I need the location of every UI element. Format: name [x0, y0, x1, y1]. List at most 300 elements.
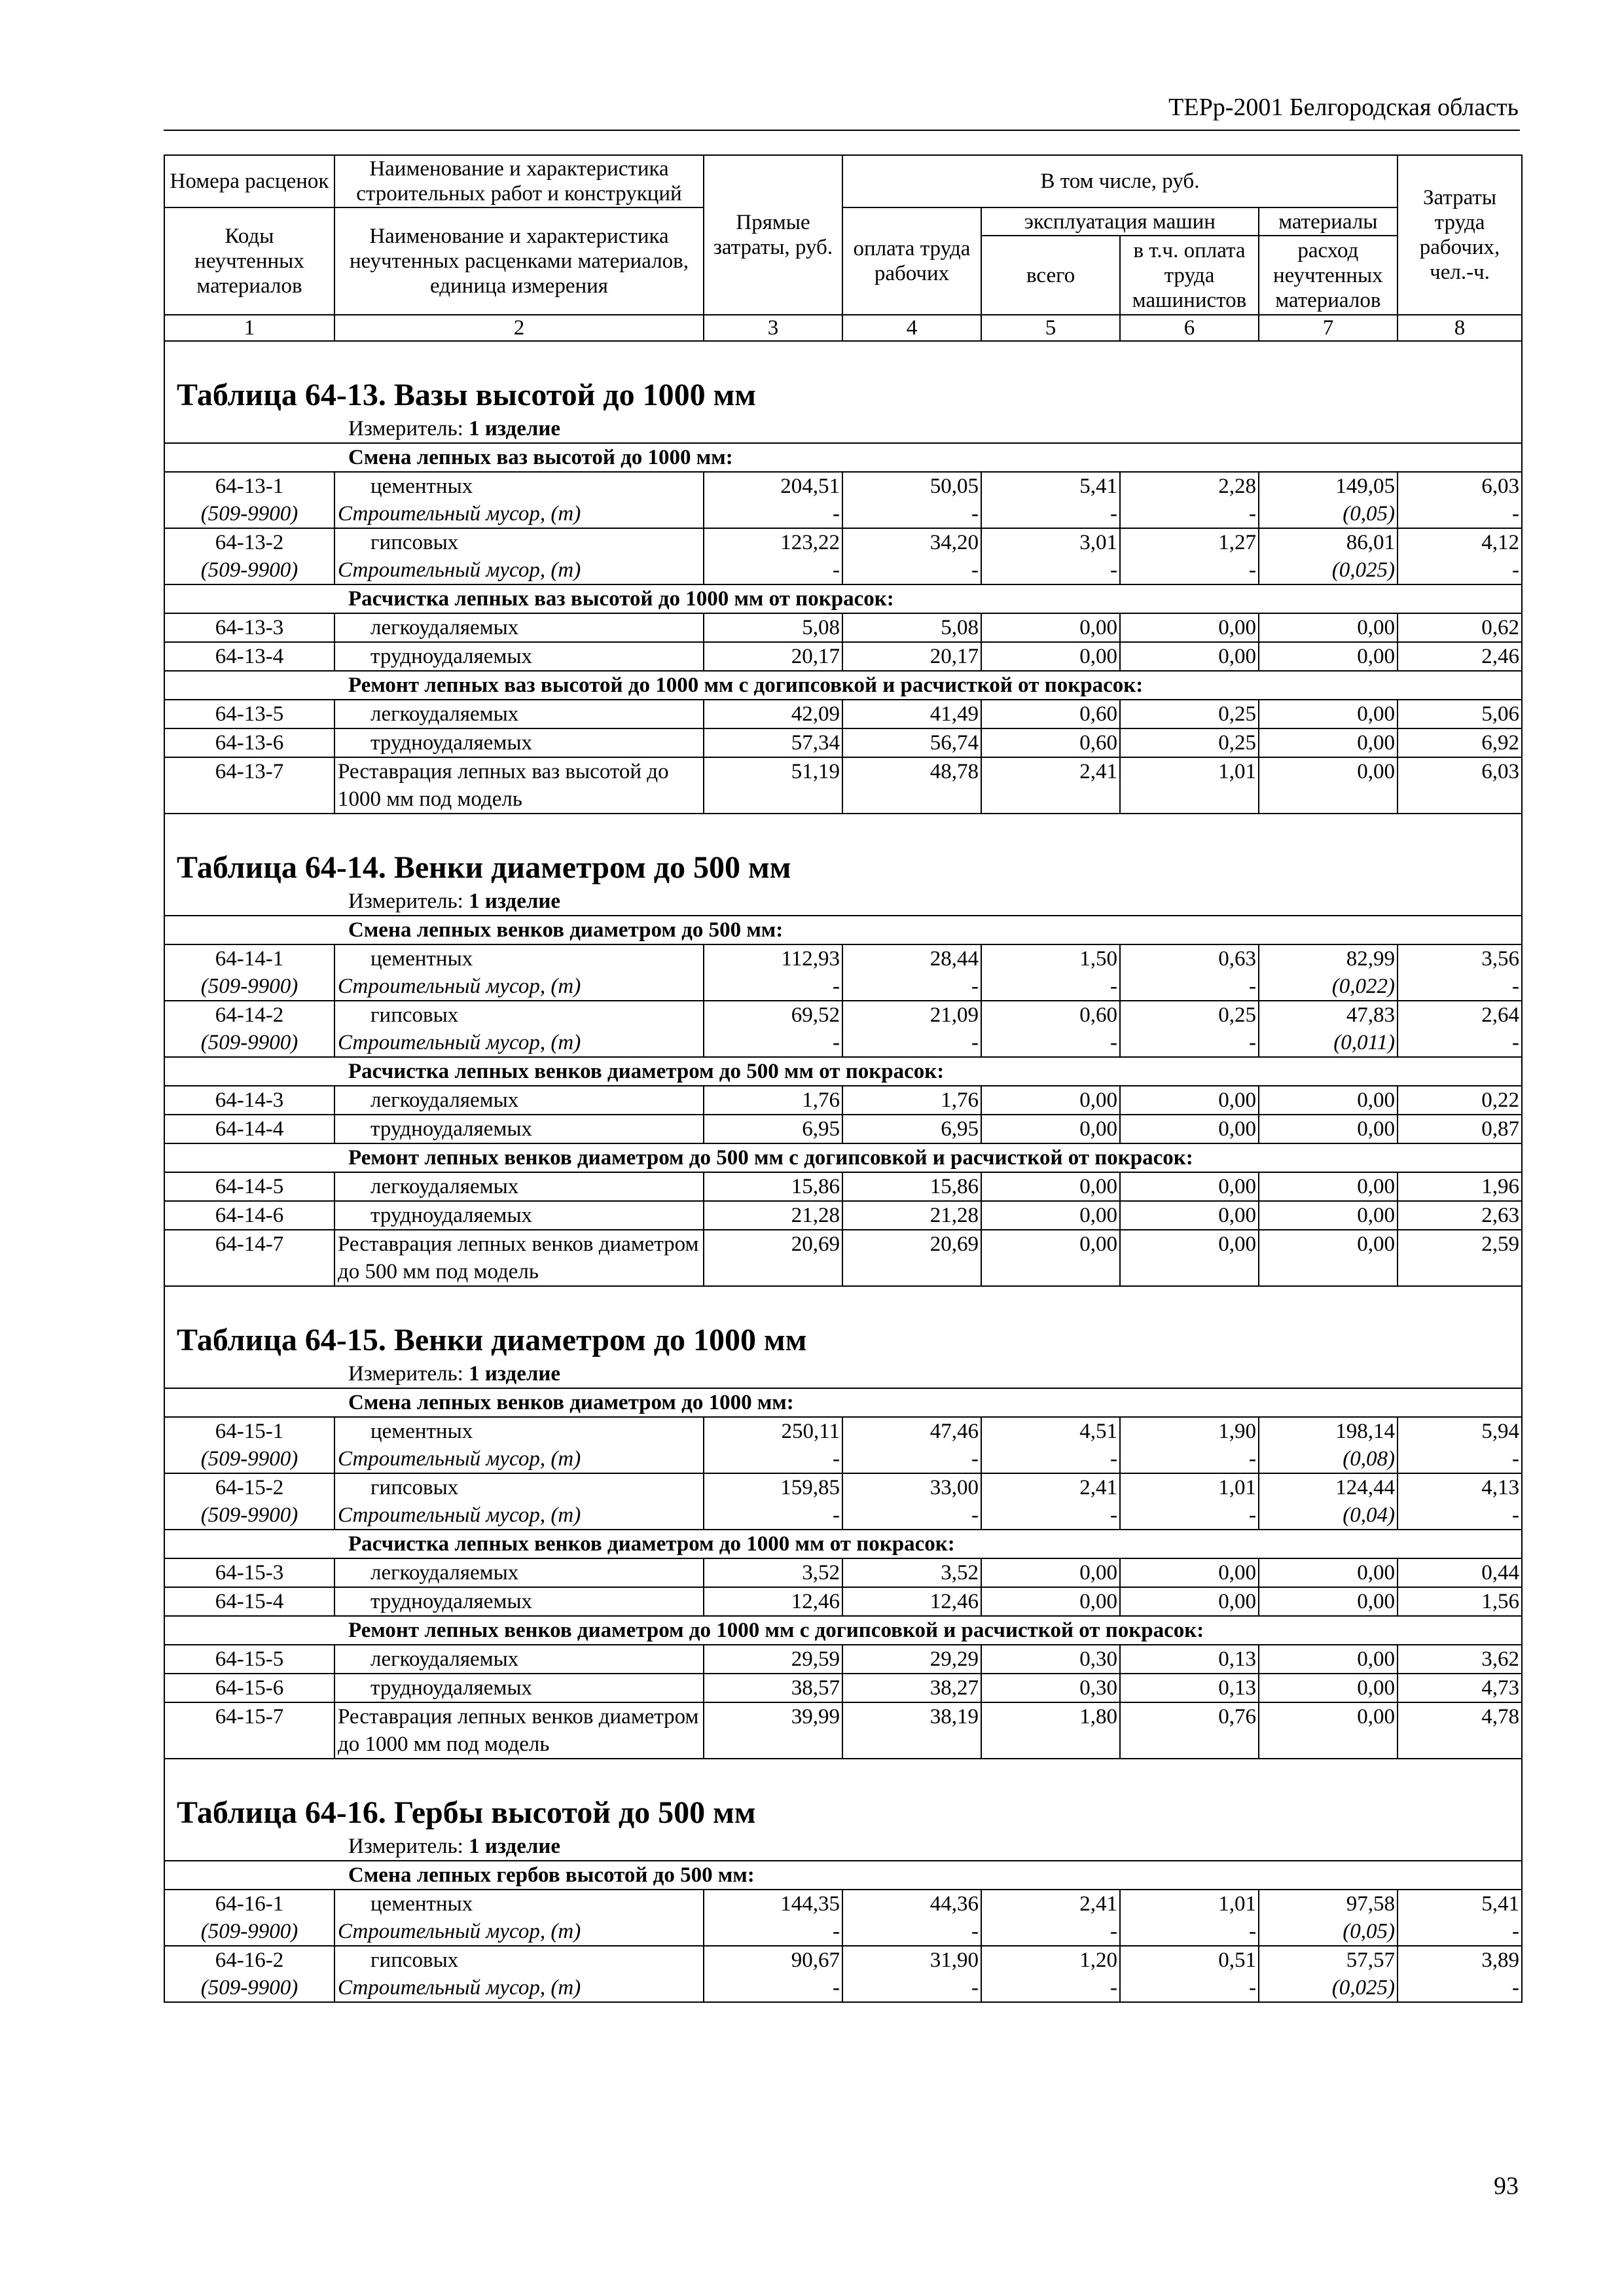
labor-costs: 1,96 — [1398, 1172, 1522, 1201]
rates-table — [164, 154, 1523, 2002]
material-labor-costs: - — [1398, 1918, 1522, 1946]
rate-code: 64-16-2 — [164, 1946, 334, 1974]
table-title-row — [164, 341, 1522, 415]
material-direct-costs: - — [704, 1029, 842, 1057]
group-row — [164, 1388, 1522, 1417]
table-row — [164, 1001, 1522, 1029]
materials-value: 0,00 — [1259, 613, 1398, 642]
material-workers-pay: - — [842, 1918, 981, 1946]
materials-value: 0,00 — [1259, 642, 1398, 671]
materials-value: 0,00 — [1259, 700, 1398, 728]
machinists-pay: 0,51 — [1120, 1946, 1259, 1974]
direct-costs: 1,76 — [704, 1086, 842, 1115]
labor-costs: 6,92 — [1398, 728, 1522, 757]
direct-costs: 21,28 — [704, 1201, 842, 1230]
table-title-row — [164, 1286, 1522, 1360]
machinists-pay: 0,13 — [1120, 1674, 1259, 1702]
table-row — [164, 1172, 1522, 1201]
rate-code: 64-15-1 — [164, 1417, 334, 1445]
workers-pay: 29,29 — [842, 1645, 981, 1674]
workers-pay: 15,86 — [842, 1172, 981, 1201]
machinists-pay: 2,28 — [1120, 472, 1259, 500]
direct-costs: 6,95 — [704, 1115, 842, 1143]
rate-code: 64-15-4 — [164, 1587, 334, 1616]
direct-costs: 20,69 — [704, 1230, 842, 1286]
table-title: Таблица 64-13. Вазы высотой до 1000 мм — [177, 378, 756, 412]
measure-label: Измеритель: — [348, 1362, 463, 1386]
group-row — [164, 916, 1522, 944]
measure-label: Измеритель: — [348, 889, 463, 913]
rate-code: 64-15-6 — [164, 1674, 334, 1702]
machinists-pay: 0,25 — [1120, 1001, 1259, 1029]
machinists-pay: 1,01 — [1120, 757, 1259, 814]
workers-pay: 50,05 — [842, 472, 981, 500]
col-header-labor-costs: Затраты труда рабочих, чел.-ч. — [1398, 155, 1522, 315]
machines-total: 0,00 — [981, 1587, 1120, 1616]
material-code: (509-9900) — [164, 556, 334, 584]
col-header-including: В том числе, руб. — [842, 155, 1398, 207]
rate-name: гипсовых — [334, 528, 704, 556]
machinists-pay: 0,25 — [1120, 700, 1259, 728]
machinists-pay: 0,76 — [1120, 1702, 1259, 1759]
machinists-pay: 0,00 — [1120, 1558, 1259, 1587]
measure-value: 1 изделие — [469, 1362, 561, 1386]
table-row — [164, 1645, 1522, 1674]
direct-costs: 123,22 — [704, 528, 842, 556]
material-machines-total: - — [981, 973, 1120, 1001]
table-title-row — [164, 1759, 1522, 1833]
labor-costs: 2,63 — [1398, 1201, 1522, 1230]
group-title: Ремонт лепных венков диаметром до 500 мм с догипсовкой и расчисткой от покрасок: — [164, 1143, 1522, 1172]
labor-costs: 0,62 — [1398, 613, 1522, 642]
labor-costs: 2,59 — [1398, 1230, 1522, 1286]
table-title-row — [164, 814, 1522, 888]
rate-code: 64-14-2 — [164, 1001, 334, 1029]
rate-name: легкоудаляемых — [334, 700, 704, 728]
labor-costs: 4,12 — [1398, 528, 1522, 556]
material-row — [164, 1029, 1522, 1057]
labor-costs: 6,03 — [1398, 472, 1522, 500]
machinists-pay: 0,00 — [1120, 1201, 1259, 1230]
material-direct-costs: - — [704, 1918, 842, 1946]
col-header-machines-total: всего — [982, 236, 1120, 314]
measure-cell — [164, 888, 1522, 916]
material-labor-costs: - — [1398, 500, 1522, 528]
labor-costs: 5,41 — [1398, 1890, 1522, 1918]
material-code: (509-9900) — [164, 1501, 334, 1530]
material-materials-value: (0,022) — [1259, 973, 1398, 1001]
direct-costs: 90,67 — [704, 1946, 842, 1974]
workers-pay: 38,19 — [842, 1702, 981, 1759]
direct-costs: 112,93 — [704, 944, 842, 973]
table-row — [164, 1086, 1522, 1115]
machines-total: 4,51 — [981, 1417, 1120, 1445]
labor-costs: 5,94 — [1398, 1417, 1522, 1445]
table-row — [164, 700, 1522, 728]
labor-costs: 0,87 — [1398, 1115, 1522, 1143]
labor-costs: 0,44 — [1398, 1558, 1522, 1587]
rate-name: Реставрация лепных ваз высотой до 1000 мм под модель — [334, 757, 704, 814]
material-workers-pay: - — [842, 973, 981, 1001]
rate-name: легкоудаляемых — [334, 1086, 704, 1115]
material-materials-value: (0,05) — [1259, 500, 1398, 528]
labor-costs: 6,03 — [1398, 757, 1522, 814]
material-row — [164, 1918, 1522, 1946]
group-title: Расчистка лепных венков диаметром до 1000 мм от покрасок: — [164, 1530, 1522, 1558]
col-number: 5 — [981, 315, 1120, 341]
material-machines-total: - — [981, 1029, 1120, 1057]
rate-name: легкоудаляемых — [334, 1645, 704, 1674]
materials-value: 82,99 — [1259, 944, 1398, 973]
measure-value: 1 изделие — [469, 417, 561, 440]
materials-value: 149,05 — [1259, 472, 1398, 500]
rate-name: гипсовых — [334, 1946, 704, 1974]
materials-value: 124,44 — [1259, 1473, 1398, 1501]
rate-name: цементных — [334, 1417, 704, 1445]
material-materials-value: (0,08) — [1259, 1445, 1398, 1473]
labor-costs: 3,62 — [1398, 1645, 1522, 1674]
machinists-pay: 1,01 — [1120, 1473, 1259, 1501]
material-labor-costs: - — [1398, 1445, 1522, 1473]
table-row — [164, 1702, 1522, 1759]
material-labor-costs: - — [1398, 973, 1522, 1001]
material-direct-costs: - — [704, 1501, 842, 1530]
material-direct-costs: - — [704, 500, 842, 528]
workers-pay: 47,46 — [842, 1417, 981, 1445]
group-row — [164, 584, 1522, 613]
rate-code: 64-14-7 — [164, 1230, 334, 1286]
workers-pay: 31,90 — [842, 1946, 981, 1974]
material-machinists-pay: - — [1120, 500, 1259, 528]
material-materials-value: (0,05) — [1259, 1918, 1398, 1946]
material-materials-value: (0,025) — [1259, 1974, 1398, 2002]
direct-costs: 144,35 — [704, 1890, 842, 1918]
col-number: 8 — [1398, 315, 1522, 341]
material-labor-costs: - — [1398, 1501, 1522, 1530]
rate-name: трудноудаляемых — [334, 642, 704, 671]
table-title-cell — [164, 1286, 1522, 1360]
rate-name: трудноудаляемых — [334, 1201, 704, 1230]
direct-costs: 20,17 — [704, 642, 842, 671]
material-machines-total: - — [981, 1974, 1120, 2002]
material-machinists-pay: - — [1120, 1918, 1259, 1946]
table-row — [164, 472, 1522, 500]
material-machines-total: - — [981, 556, 1120, 584]
material-name: Строительный мусор, (т) — [334, 973, 704, 1001]
materials-value: 0,00 — [1259, 1645, 1398, 1674]
materials-value: 0,00 — [1259, 757, 1398, 814]
col-header-work-name: Наименование и характеристика строительных работ и конструкций — [334, 155, 704, 207]
material-machines-total: - — [981, 1918, 1120, 1946]
group-title: Ремонт лепных ваз высотой до 1000 мм с догипсовкой и расчисткой от покрасок: — [164, 671, 1522, 700]
table-row — [164, 728, 1522, 757]
material-name: Строительный мусор, (т) — [334, 1974, 704, 2002]
material-name: Строительный мусор, (т) — [334, 500, 704, 528]
workers-pay: 48,78 — [842, 757, 981, 814]
workers-pay: 28,44 — [842, 944, 981, 973]
rate-name: гипсовых — [334, 1473, 704, 1501]
direct-costs: 39,99 — [704, 1702, 842, 1759]
material-name: Строительный мусор, (т) — [334, 1501, 704, 1530]
rate-code: 64-13-1 — [164, 472, 334, 500]
material-labor-costs: - — [1398, 556, 1522, 584]
table-title: Таблица 64-14. Венки диаметром до 500 мм — [177, 850, 791, 885]
table-row — [164, 944, 1522, 973]
rate-name: трудноудаляемых — [334, 1587, 704, 1616]
machines-total: 0,00 — [981, 1115, 1120, 1143]
direct-costs: 42,09 — [704, 700, 842, 728]
group-title: Расчистка лепных ваз высотой до 1000 мм от покрасок: — [164, 584, 1522, 613]
workers-pay: 34,20 — [842, 528, 981, 556]
material-code: (509-9900) — [164, 1974, 334, 2002]
group-row — [164, 671, 1522, 700]
group-row — [164, 1057, 1522, 1086]
measure-cell — [164, 1833, 1522, 1861]
machinists-pay: 0,00 — [1120, 613, 1259, 642]
labor-costs: 2,46 — [1398, 642, 1522, 671]
rate-code: 64-13-6 — [164, 728, 334, 757]
labor-costs: 3,56 — [1398, 944, 1522, 973]
col-header-machinists-pay: в т.ч. оплата труда машинистов — [1120, 236, 1258, 314]
rate-name: трудноудаляемых — [334, 1674, 704, 1702]
rate-name: цементных — [334, 1890, 704, 1918]
direct-costs: 3,52 — [704, 1558, 842, 1587]
table-title: Таблица 64-15. Венки диаметром до 1000 мм — [177, 1323, 807, 1357]
machinists-pay: 0,00 — [1120, 1587, 1259, 1616]
col-number: 3 — [704, 315, 842, 341]
machines-total: 2,41 — [981, 757, 1120, 814]
material-machines-total: - — [981, 1445, 1120, 1473]
rate-code: 64-13-7 — [164, 757, 334, 814]
machinists-pay: 0,00 — [1120, 642, 1259, 671]
rate-name: Реставрация лепных венков диаметром до 1000 мм под модель — [334, 1702, 704, 1759]
rate-code: 64-16-1 — [164, 1890, 334, 1918]
materials-value: 0,00 — [1259, 1230, 1398, 1286]
direct-costs: 159,85 — [704, 1473, 842, 1501]
measure-label: Измеритель: — [348, 1835, 463, 1858]
machines-total: 5,41 — [981, 472, 1120, 500]
material-labor-costs: - — [1398, 1974, 1522, 2002]
col-header-rate-numbers: Номера расценок — [164, 155, 334, 207]
page-number: 93 — [1494, 2172, 1519, 2200]
rate-name: трудноудаляемых — [334, 728, 704, 757]
materials-value: 97,58 — [1259, 1890, 1398, 1918]
col-header-material-codes: Коды неучтенных материалов — [164, 207, 334, 315]
direct-costs: 5,08 — [704, 613, 842, 642]
machinists-pay: 1,90 — [1120, 1417, 1259, 1445]
workers-pay: 5,08 — [842, 613, 981, 642]
rate-code: 64-14-4 — [164, 1115, 334, 1143]
materials-value: 0,00 — [1259, 728, 1398, 757]
material-code: (509-9900) — [164, 1029, 334, 1057]
table-title: Таблица 64-16. Гербы высотой до 500 мм — [177, 1795, 756, 1830]
table-row — [164, 1417, 1522, 1445]
material-code: (509-9900) — [164, 973, 334, 1001]
materials-value: 86,01 — [1259, 528, 1398, 556]
rate-name: гипсовых — [334, 1001, 704, 1029]
table-row — [164, 1890, 1522, 1918]
group-title: Смена лепных ваз высотой до 1000 мм: — [164, 443, 1522, 472]
col-header-subgroup — [981, 207, 1398, 315]
rate-code: 64-14-5 — [164, 1172, 334, 1201]
col-header-materials: материалы — [1259, 208, 1397, 236]
workers-pay: 33,00 — [842, 1473, 981, 1501]
direct-costs: 204,51 — [704, 472, 842, 500]
labor-costs: 2,64 — [1398, 1001, 1522, 1029]
machinists-pay: 0,13 — [1120, 1645, 1259, 1674]
rate-code: 64-15-2 — [164, 1473, 334, 1501]
rate-code: 64-13-3 — [164, 613, 334, 642]
col-header-direct-costs: Прямые затраты, руб. — [704, 155, 842, 315]
material-name: Строительный мусор, (т) — [334, 556, 704, 584]
rate-name: трудноудаляемых — [334, 1115, 704, 1143]
table-body — [164, 341, 1522, 2002]
table-row — [164, 1946, 1522, 1974]
labor-costs: 5,06 — [1398, 700, 1522, 728]
materials-value: 0,00 — [1259, 1086, 1398, 1115]
col-header-unaccounted-materials: расход неучтенных материалов — [1273, 238, 1383, 312]
rate-name: цементных — [334, 944, 704, 973]
rate-code: 64-15-3 — [164, 1558, 334, 1587]
machinists-pay: 1,27 — [1120, 528, 1259, 556]
machines-total: 0,60 — [981, 1001, 1120, 1029]
workers-pay: 41,49 — [842, 700, 981, 728]
workers-pay: 38,27 — [842, 1674, 981, 1702]
labor-costs: 1,56 — [1398, 1587, 1522, 1616]
direct-costs: 29,59 — [704, 1645, 842, 1674]
material-row — [164, 1501, 1522, 1530]
workers-pay: 20,17 — [842, 642, 981, 671]
rate-code: 64-13-2 — [164, 528, 334, 556]
rate-code: 64-13-5 — [164, 700, 334, 728]
table-row — [164, 613, 1522, 642]
direct-costs: 15,86 — [704, 1172, 842, 1201]
materials-value: 0,00 — [1259, 1587, 1398, 1616]
material-workers-pay: - — [842, 500, 981, 528]
group-row — [164, 1861, 1522, 1890]
measure-cell — [164, 1360, 1522, 1388]
table-row — [164, 1115, 1522, 1143]
table-row — [164, 642, 1522, 671]
rate-name: легкоудаляемых — [334, 613, 704, 642]
machines-total: 0,00 — [981, 1086, 1120, 1115]
group-title: Смена лепных венков диаметром до 500 мм: — [164, 916, 1522, 944]
col-number: 1 — [164, 315, 334, 341]
machinists-pay: 0,00 — [1120, 1230, 1259, 1286]
machines-total: 1,80 — [981, 1702, 1120, 1759]
measure-cell — [164, 415, 1522, 443]
table-row — [164, 1587, 1522, 1616]
machines-total: 2,41 — [981, 1890, 1120, 1918]
material-name: Строительный мусор, (т) — [334, 1445, 704, 1473]
machines-total: 0,60 — [981, 728, 1120, 757]
material-machinists-pay: - — [1120, 1501, 1259, 1530]
table-header — [164, 155, 1522, 341]
col-number: 2 — [334, 315, 704, 341]
machinists-pay: 0,00 — [1120, 1086, 1259, 1115]
material-machinists-pay: - — [1120, 1445, 1259, 1473]
material-labor-costs: - — [1398, 1029, 1522, 1057]
labor-costs: 4,13 — [1398, 1473, 1522, 1501]
material-direct-costs: - — [704, 556, 842, 584]
material-code: (509-9900) — [164, 1445, 334, 1473]
materials-value: 0,00 — [1259, 1201, 1398, 1230]
material-row — [164, 500, 1522, 528]
materials-value: 47,83 — [1259, 1001, 1398, 1029]
table-row — [164, 1558, 1522, 1587]
col-header-machines: эксплуатация машин — [982, 208, 1259, 236]
measure-row — [164, 888, 1522, 916]
table-row — [164, 1201, 1522, 1230]
table-title-cell — [164, 1759, 1522, 1833]
material-workers-pay: - — [842, 1501, 981, 1530]
table-row — [164, 1230, 1522, 1286]
material-machines-total: - — [981, 1501, 1120, 1530]
direct-costs: 57,34 — [704, 728, 842, 757]
group-row — [164, 443, 1522, 472]
table-title-cell — [164, 341, 1522, 415]
group-title: Ремонт лепных венков диаметром до 1000 мм с догипсовкой и расчисткой от покрасок: — [164, 1616, 1522, 1645]
rate-code: 64-13-4 — [164, 642, 334, 671]
group-title: Смена лепных венков диаметром до 1000 мм: — [164, 1388, 1522, 1417]
materials-value: 0,00 — [1259, 1172, 1398, 1201]
rate-name: легкоудаляемых — [334, 1558, 704, 1587]
material-row — [164, 556, 1522, 584]
materials-value: 198,14 — [1259, 1417, 1398, 1445]
material-machines-total: - — [981, 500, 1120, 528]
group-title: Расчистка лепных венков диаметром до 500 мм от покрасок: — [164, 1057, 1522, 1086]
labor-costs: 4,73 — [1398, 1674, 1522, 1702]
measure-row — [164, 1833, 1522, 1861]
direct-costs: 69,52 — [704, 1001, 842, 1029]
machines-total: 0,00 — [981, 642, 1120, 671]
machines-total: 0,00 — [981, 1558, 1120, 1587]
measure-row — [164, 415, 1522, 443]
material-workers-pay: - — [842, 1974, 981, 2002]
machines-total: 0,30 — [981, 1674, 1120, 1702]
workers-pay: 12,46 — [842, 1587, 981, 1616]
machinists-pay: 0,00 — [1120, 1115, 1259, 1143]
workers-pay: 56,74 — [842, 728, 981, 757]
machinists-pay: 0,25 — [1120, 728, 1259, 757]
materials-value: 57,57 — [1259, 1946, 1398, 1974]
rate-code: 64-15-5 — [164, 1645, 334, 1674]
material-machinists-pay: - — [1120, 1029, 1259, 1057]
group-row — [164, 1530, 1522, 1558]
material-materials-value: (0,04) — [1259, 1501, 1398, 1530]
material-direct-costs: - — [704, 1974, 842, 2002]
material-code: (509-9900) — [164, 1918, 334, 1946]
direct-costs: 51,19 — [704, 757, 842, 814]
materials-value: 0,00 — [1259, 1115, 1398, 1143]
labor-costs: 4,78 — [1398, 1702, 1522, 1759]
materials-value: 0,00 — [1259, 1558, 1398, 1587]
machines-total: 0,30 — [981, 1645, 1120, 1674]
rate-name: цементных — [334, 472, 704, 500]
direct-costs: 12,46 — [704, 1587, 842, 1616]
material-row — [164, 1445, 1522, 1473]
machines-total: 1,20 — [981, 1946, 1120, 1974]
machinists-pay: 0,00 — [1120, 1172, 1259, 1201]
rate-code: 64-14-1 — [164, 944, 334, 973]
col-header-workers-pay: оплата труда рабочих — [842, 207, 981, 315]
table-title-cell — [164, 814, 1522, 888]
group-row — [164, 1616, 1522, 1645]
material-workers-pay: - — [842, 1445, 981, 1473]
page-header: ТЕРр-2001 Белгородская область — [1168, 94, 1519, 121]
material-workers-pay: - — [842, 1029, 981, 1057]
workers-pay: 1,76 — [842, 1086, 981, 1115]
